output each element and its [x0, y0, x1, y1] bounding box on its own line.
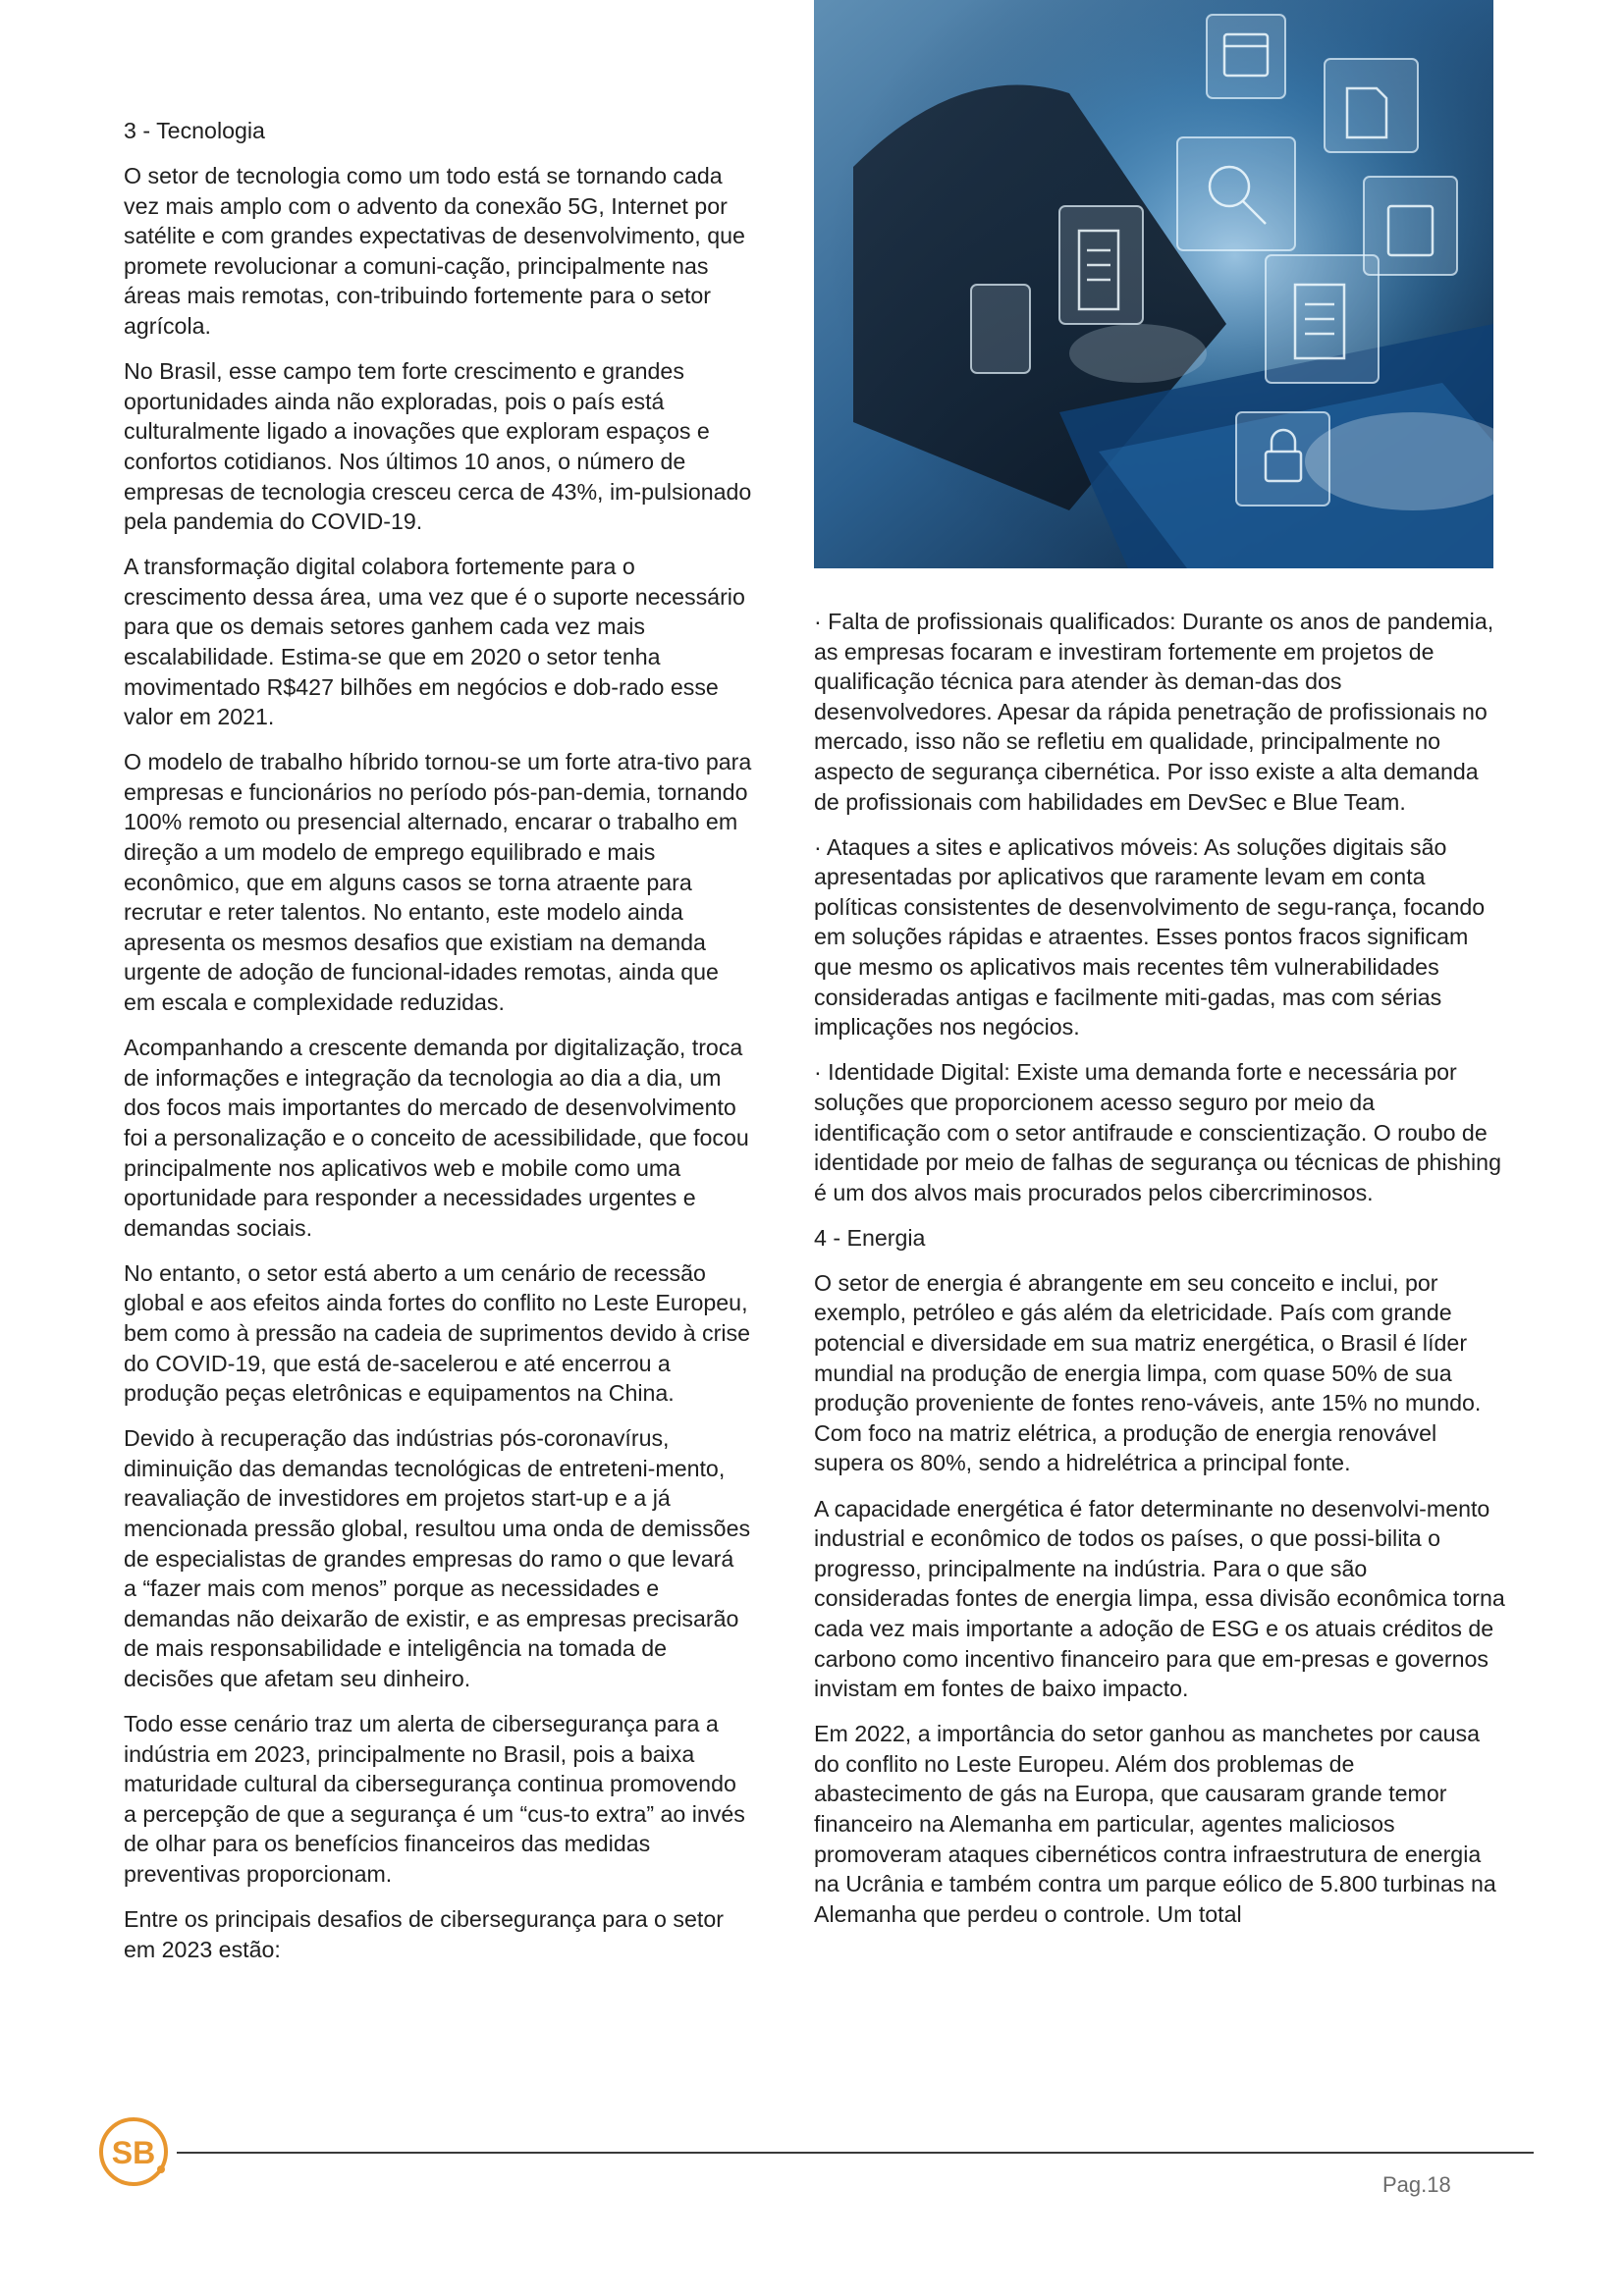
paragraph: Acompanhando a crescente demanda por digitalização, troca de informações e integração da tecnologia ao dia a dia, um dos focos mais importantes do mercado de desenvolvimento foi a personalização e o conceito de acessibilidade, que focou principalmente nos aplicativos web e mobile como uma oportunidade para responder a necessidades urgentes e demandas sociais.	[124, 1035, 749, 1241]
paragraph: Todo esse cenário traz um alerta de cibersegurança para a indústria em 2023, principalmente no Brasil, pois a baixa maturidade cultural da cibersegurança continua promovendo a percepção de que a segurança é um “cus-to extra” ao invés de olhar para os benefícios financeiros das medidas preventivas proporcionam.	[124, 1711, 745, 1888]
sb-logo-icon	[96, 2112, 173, 2189]
paragraph: No Brasil, esse campo tem forte crescimento e grandes oportunidades ainda não exploradas, pois o país está culturalmente ligado a inovações que exploram espaços e confortos cotidianos. Nos últimos 10 anos, o número de empresas de tecnologia cresceu cerca de 43%, im-pulsionado pela pandemia do COVID-19.	[124, 358, 752, 535]
paragraph: A transformação digital colabora fortemente para o crescimento dessa área, uma vez que é o suporte necessário para que os demais setores ganhem cada vez mais escalabilidade. Estima-se que em 2020 o setor tenha movimentado R$427 bilhões em negócios e dob-rado esse valor em 2021.	[124, 554, 745, 730]
page-number: Pag.18	[1382, 2172, 1451, 2197]
bullet-paragraph: · Ataques a sites e aplicativos móveis: As soluções digitais são apresentadas por aplicativos que raramente levam em conta políticas consistentes de desenvolvimento de segu-rança, focando em soluções rápidas e atraentes. Esses pontos fracos significam que mesmo os aplicativos mais recentes têm vulnerabilidades consideradas antigas e facilmente miti-gadas, mas com sérias implicações nos negócios.	[814, 833, 1486, 1041]
technology-illustration	[814, 0, 1493, 568]
paragraph: O setor de tecnologia como um todo está se tornando cada vez mais amplo com o advento da conexão 5G, Internet por satélite e com grandes expectativas de desenvolvimento, que promete revolucionar a comuni-cação, principalmente nas áreas mais remotas, con-tribuindo fortemente para o setor agrícola.	[124, 163, 745, 340]
section-heading-energy: 4 - Energia	[814, 1224, 926, 1251]
svg-text:SB: SB	[111, 2135, 156, 2170]
paragraph: No entanto, o setor está aberto a um cenário de recessão global e aos efeitos ainda fortes do conflito no Leste Europeu, bem como à pressão na cadeia de suprimentos devido à crise do COVID-19, que está de-sacelerou e até encerrou a produção peças eletrônicas e equipamentos na China.	[124, 1259, 751, 1407]
sb-logo	[96, 2112, 173, 2189]
paragraph: O setor de energia é abrangente em seu conceito e inclui, por exemplo, petróleo e gás além da eletricidade. País com grande potencial e diversidade em sua matriz energética, o Brasil é líder mundial na produção de energia limpa, com quase 50% de sua produção proveniente de fontes reno-váveis, ante 15% no mundo. Com foco na matriz elétrica, a produção de energia renovável supera os 80%, sendo a hidrelétrica a principal fonte.	[814, 1269, 1482, 1476]
hero-image	[814, 0, 1493, 568]
paragraph: Entre os principais desafios de cibersegurança para o setor em 2023 estão:	[124, 1906, 724, 1962]
paragraph: A capacidade energética é fator determinante no desenvolvi-mento industrial e econômico de todos os países, o que possi-bilita o progresso, principalmente na indústria. Para o que são consideradas fontes de energia limpa, essa divisão econômica torna cada vez mais importante a adoção de ESG e os atuais créditos de carbono como incentivo financeiro para que em-presas e governos invistam em fontes de baixo impacto.	[814, 1495, 1505, 1702]
left-column	[124, 116, 752, 1980]
bullet-paragraph: · Falta de profissionais qualificados: Durante os anos de pandemia, as empresas focaram e investiram fortemente em projetos de qualificação técnica para atender às deman-das dos desenvolvedores. Apesar da rápida penetração de profissionais no mercado, isso não se refletiu em qualidade, principalmente no aspecto de segurança cibernética. Por isso existe a alta demanda de profissionais com habilidades em DevSec e Blue Team.	[814, 609, 1494, 815]
section-heading-technology: 3 - Tecnologia	[124, 118, 265, 143]
right-column	[814, 607, 1507, 1945]
paragraph: Devido à recuperação das indústrias pós-coronavírus, diminuição das demandas tecnológicas de entreteni-mento, reavaliação de investidores em projetos start-up e a já mencionada pressão global, resultou uma onda de demissões de especialistas de grandes empresas do ramo o que levará a “fazer mais com menos” porque as necessidades e demandas não deixarão de existir, e as empresas precisarão de mais responsabilidade e inteligência na tomada de decisões que afetam seu dinheiro.	[124, 1425, 751, 1691]
footer-divider	[177, 2152, 1534, 2154]
bullet-paragraph: · Identidade Digital: Existe uma demanda forte e necessária por soluções que proporcionem acesso seguro por meio da identificação com o setor antifraude e conscientização. O roubo de identidade por meio de falhas de segurança ou técnicas de phishing é um dos alvos mais procurados pelos cibercriminosos.	[814, 1059, 1501, 1205]
paragraph: Em 2022, a importância do setor ganhou as manchetes por causa do conflito no Leste Europeu. Além dos problemas de abastecimento de gás na Europa, que causaram grande temor financeiro na Alemanha em particular, agentes maliciosos promoveram ataques cibernéticos contra infraestrutura de energia na Ucrânia e também contra um parque eólico de 5.800 turbinas na Alemanha que perdeu o controle. Um total	[814, 1721, 1496, 1927]
paragraph: O modelo de trabalho híbrido tornou-se um forte atra-tivo para empresas e funcionários no período pós-pan-demia, tornando 100% remoto ou presencial alternado, encarar o trabalho em direção a um modelo de emprego equilibrado e mais econômico, que em alguns casos se torna atraente para recrutar e reter talentos. No entanto, este modelo ainda apresenta os mesmos desafios que existiam na demanda urgente de adoção de funcional-idades remotas, ainda que em escala e complexidade reduzidas.	[124, 749, 752, 1016]
